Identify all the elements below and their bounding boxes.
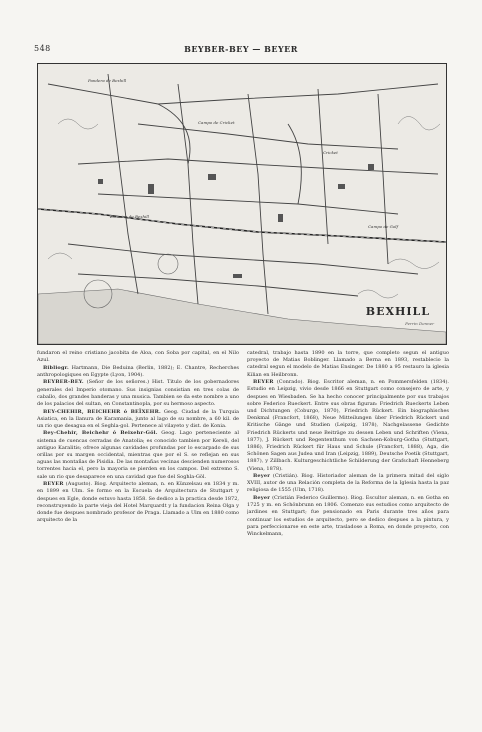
page-header [34, 44, 448, 56]
text-columns [37, 350, 449, 708]
article-paragraph: catedral, trabajo hasta 1890 en la torre, que completo segun el antiguo proyecto de Matias Boblinger. Llamado a Berna en 1893, restablecio la catedral segun el modelo de Matias Ensinger. De 1880 a 95 restauro la iglesia Kilian en Heilbronn. [247, 350, 449, 378]
map-drawing [38, 64, 446, 344]
map-title: BEXHILL [365, 305, 430, 318]
article-paragraph: fundaron el reino cristiano jacobita de Aloa, con Soba por capital, en el Nilo Azul. [37, 350, 239, 364]
article-paragraph: BEYBER-BEY. (Señor de los señores.) Hist. Titulo de los gobernadores generales del Imperio otomano. Sus insignias consistian en tres colas de caballo, dos grandes banderas y una musica. Tambien se da este nombre a uno de los palacios del sultan, en Constantinopla, por su hermoso aspecto. [37, 379, 239, 408]
left-column [37, 350, 239, 708]
article-paragraph: Beyer (Cristián Federico Guillermo). Biog. Escultor aleman, n. en Gotha en 1725 y m. en Schönbrunn en 1806. Comenzo sus estudios como arquitecto de jardines en Stuttgart; fue pensionado en Paris durante tres años para continuar los estudios de arquitecto, pero se dedico despues a la pintura, y para perfeccionarse en este arte, trasladose a Roma, en donde proyecto, con Winckelmann, [247, 494, 449, 537]
article-paragraph: Beyer (Cristián). Biog. Historiador aleman de la primera mitad del siglo XVIII, autor de una Relación completa de la Reforma de la Iglesia hasta la paz religiosa de 1555 (Ulm, 1718). [247, 473, 449, 494]
article-paragraph: Bibliogr. Hartmann, Die Beduina (Berlin, 1882); E. Chantre, Recherches anthropologiques en Egypte (Lyon, 1904). [37, 364, 239, 378]
map-label: Campo de Golf [368, 224, 399, 229]
map-label: Pandera de Bexhill [88, 78, 127, 83]
map-label: Cricket [323, 150, 338, 155]
map-label: Estacion de Bexhill [110, 214, 149, 219]
article-paragraph: BEY-CHEHIR, BEICHEHR ó BEÏXEHR. Geog. Ciudad de la Turquia Asiatica, en la llanura de Karamania, junto al lago de su nombre, a 60 kil. de un rio que desagua en el Seghla-gol. Pertenece al vilayeto y dist. de Konia. [37, 408, 239, 429]
article-paragraph: BEYER (Augusto). Biog. Arquitecto aleman, n. en Künzelsau en 1834 y m. en 1899 en Ulm. Se formo en la Escuela de Arquitectura de Stuttgart y despues en Egle, donde estuvo hasta 1858. Se dedico a la practica desde 1872, reconstruyendo la parte vieja del Hotel Marquardt y la fundacion Reina Olga y donde fue despues nombrado profesor de Praga. Llamado a Ulm en 1880 como arquitecto de la [37, 481, 239, 524]
map-credit: Perrin Denner [405, 321, 434, 326]
map-label: Campo de Cricket [198, 120, 235, 125]
page-number: 548 [34, 44, 51, 53]
right-column [247, 350, 449, 708]
running-title: BEYBER-BEY — BEYER [184, 44, 298, 54]
bexhill-map [37, 63, 447, 345]
article-paragraph: Bey-Chehir, Beichehr ó Beixehr-Göl. Geog. Lago perteneciente al sistema de cuencas cerradas de Anatolia; es conocido tambien por Kereli, del antiguo Karalitis; ofrece algunas cavidades profundas por lo escarpado de sus orillas por su margen occidental, mientras que por el S. se reflejan en sus aguas las montañas de Pisidia. De las montañas vecinas descienden numerosos torrentes hacia el, pero la mayoria se pierden en los campos. Del extremo S. sale un rio que desaparece en una cavidad que fue del Soghla-Göl. [37, 430, 239, 480]
article-paragraph: BEYER (Conrado). Biog. Escritor aleman, n. en Pommersfelden (1834). Estudio en Leipzig, vivio desde 1866 en Stuttgart como consejero de arte, y despues en Wiesbaden. Se ha hecho conocer principalmente por sus trabajos sobre Federico Rueckert. Entre sus obras figuran: Friedrich Rueckerts Leben und Dichtungen (Coburgo, 1870), Friedrich Rückert. Ein biographisches Denkmal (Francfort, 1868), Neue Mitteilungen über Friedrich Rückert und Kritische Gänge und Studien (Leipzig, 1878), Nachgelassene Gedichte Friedrich Rückerts und neue Beiträge zu dessen Leben und Schriften (Viena, 1877), J. Rückert und Regententhum von Sachsen-Koburg-Gotha (Stuttgart, 1886), Friedrich Rückert für Haus und Schule (Francfort, 1888), Aga, die Schönen Sagen aus Judea und Iran (Leipzig, 1889), Deutsche Poetik (Stuttgart, 1887), y Zillbach. Kulturgeschichtliche Schilderung der Grafschaft Henneberg (Viena, 1878). [247, 379, 449, 472]
